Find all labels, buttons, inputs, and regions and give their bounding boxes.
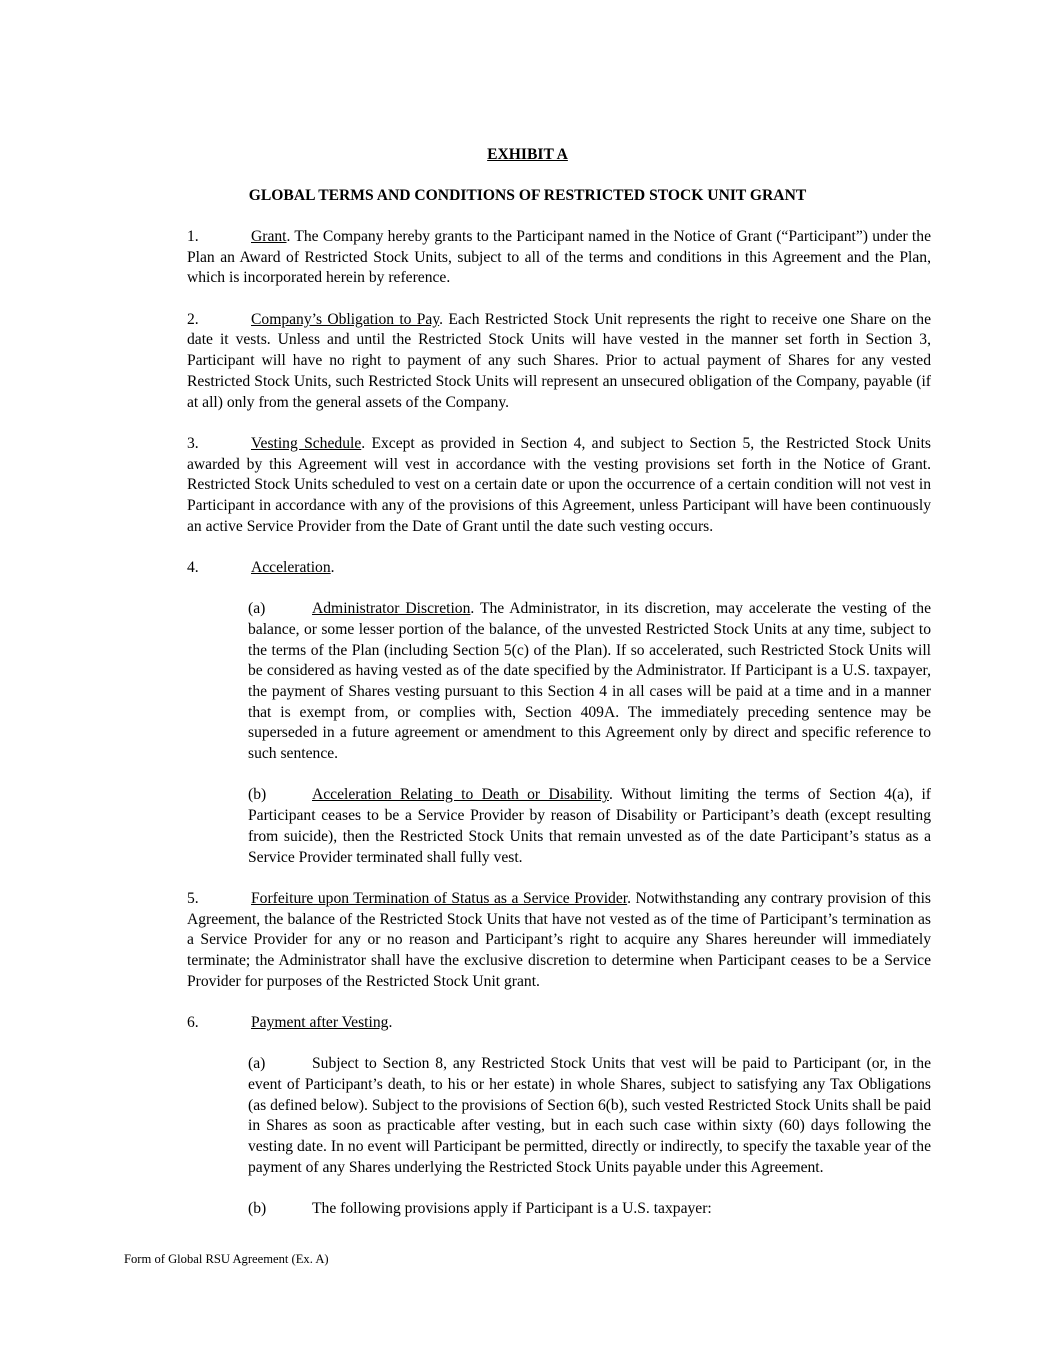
- section-6: [124, 1013, 931, 1034]
- subsection-label: (a): [248, 600, 266, 618]
- section-heading: Grant: [251, 228, 287, 245]
- section-5: [124, 889, 931, 993]
- section-heading: Forfeiture upon Termination of Status as a Service Provider: [251, 889, 628, 907]
- section-number: 1.: [187, 228, 199, 245]
- document-title: GLOBAL TERMS AND CONDITIONS OF RESTRICTED STOCK UNIT GRANT: [248, 186, 807, 204]
- subsection-text: . Without limiting the terms of Section 4(a), if Participant ceases to be a Service Provider by reason of Disability or Participant’s death (except resulting from suicide), then the Restricted Stock Units that remain unvested as of the date Participant’s status as a Service Provider terminated shall fully vest.: [248, 786, 931, 866]
- section-4b: [124, 785, 931, 868]
- subsection-heading: Acceleration Relating to Death or Disability: [312, 786, 609, 804]
- subsection-label: (a): [248, 1055, 266, 1073]
- section-heading: Payment after Vesting: [251, 1013, 389, 1031]
- section-number: 3.: [187, 434, 199, 452]
- section-2: [124, 310, 931, 414]
- page-footer: Form of Global RSU Agreement (Ex. A): [124, 1252, 329, 1266]
- section-text: . Each Restricted Stock Unit represents the right to receive one Share on the date it vests. Unless and until the Restricted Stock Units will have vested in the manner set forth in Section 3, Participant will have no right to payment of any such Shares. Prior to actual payment of Shares for any vested Restricted Stock Units, such Restricted Stock Units will represent an unsecured obligation of the Company, payable (if at all) only from the general assets of the Company.: [187, 310, 931, 411]
- subsection-text: Subject to Section 8, any Restricted Stock Units that vest will be paid to Participant (or, in the event of Participant’s death, to his or her estate) in whole Shares, subject to satisfying any Tax Obligations (as defined below). Subject to the provisions of Section 6(b), such vested Restricted Stock Units shall be paid in Shares as soon as practicable after vesting, but in each such case within sixty (60) days following the vesting date. In no event will Participant be permitted, directly or indirectly, to specify the taxable year of the payment of any Shares underlying the Restricted Stock Units payable under this Agreement.: [248, 1055, 931, 1176]
- section-6a: [124, 1054, 931, 1178]
- document-page: [124, 145, 931, 1240]
- subsection-heading: Administrator Discretion: [312, 600, 471, 618]
- section-text: .: [330, 558, 335, 576]
- section-number: 4.: [187, 558, 199, 576]
- section-heading: Vesting Schedule: [251, 434, 362, 452]
- exhibit-heading: EXHIBIT A: [487, 146, 568, 163]
- section-4: [124, 558, 931, 579]
- section-number: 2.: [187, 310, 199, 328]
- section-number: 5.: [187, 889, 199, 907]
- section-3: [124, 434, 931, 538]
- section-text: .: [388, 1013, 393, 1031]
- subsection-label: (b): [248, 786, 267, 804]
- section-text: . Notwithstanding any contrary provision of this Agreement, the balance of the Restricted Stock Units that have not vested as of the time of Participant’s termination as a Service Provider for any or no reason and Participant’s right to acquire any Shares hereunder will immediately terminate; the Administrator shall have the exclusive discretion to determine when Participant ceases to be a Service Provider for purposes of the Restricted Stock Unit grant.: [187, 889, 931, 990]
- section-1: [124, 227, 931, 289]
- subsection-text: . The Administrator, in its discretion, may accelerate the vesting of the balance, or some lesser portion of the balance, of the unvested Restricted Stock Units at any time, subject to the terms of the Plan (including Section 5(c) of the Plan). If so accelerated, such Restricted Stock Units will be considered as having vested as of the date specified by the Administrator. If Participant is a U.S. taxpayer, the payment of Shares vesting pursuant to this Section 4 in all cases will be paid at a time and in a manner that is exempt from, or complies with, Section 409A. The immediately preceding sentence may be superseded in a future agreement or amendment to this Agreement only by direct and specific reference to such sentence.: [248, 600, 932, 763]
- section-number: 6.: [187, 1013, 199, 1031]
- section-text: . The Company hereby grants to the Participant named in the Notice of Grant (“Participant”) under the Plan an Award of Restricted Stock Units, subject to all of the terms and conditions in this Agreement and the Plan, which is incorporated herein by reference.: [187, 228, 931, 287]
- section-6b: [124, 1199, 931, 1220]
- section-heading: Company’s Obligation to Pay: [251, 310, 440, 328]
- subsection-label: (b): [248, 1200, 267, 1218]
- section-heading: Acceleration: [251, 558, 331, 576]
- section-4a: [124, 599, 931, 765]
- section-text: . Except as provided in Section 4, and subject to Section 5, the Restricted Stock Units awarded by this Agreement will vest in accordance with the vesting provisions set forth in the Notice of Grant. Restricted Stock Units scheduled to vest on a certain date or upon the occurrence of a certain condition will not vest in Participant in accordance with any of the provisions of this Agreement, unless Participant will have been continuously an active Service Provider from the Date of Grant until the date such vesting occurs.: [187, 434, 932, 535]
- subsection-text: The following provisions apply if Participant is a U.S. taxpayer:: [312, 1200, 712, 1218]
